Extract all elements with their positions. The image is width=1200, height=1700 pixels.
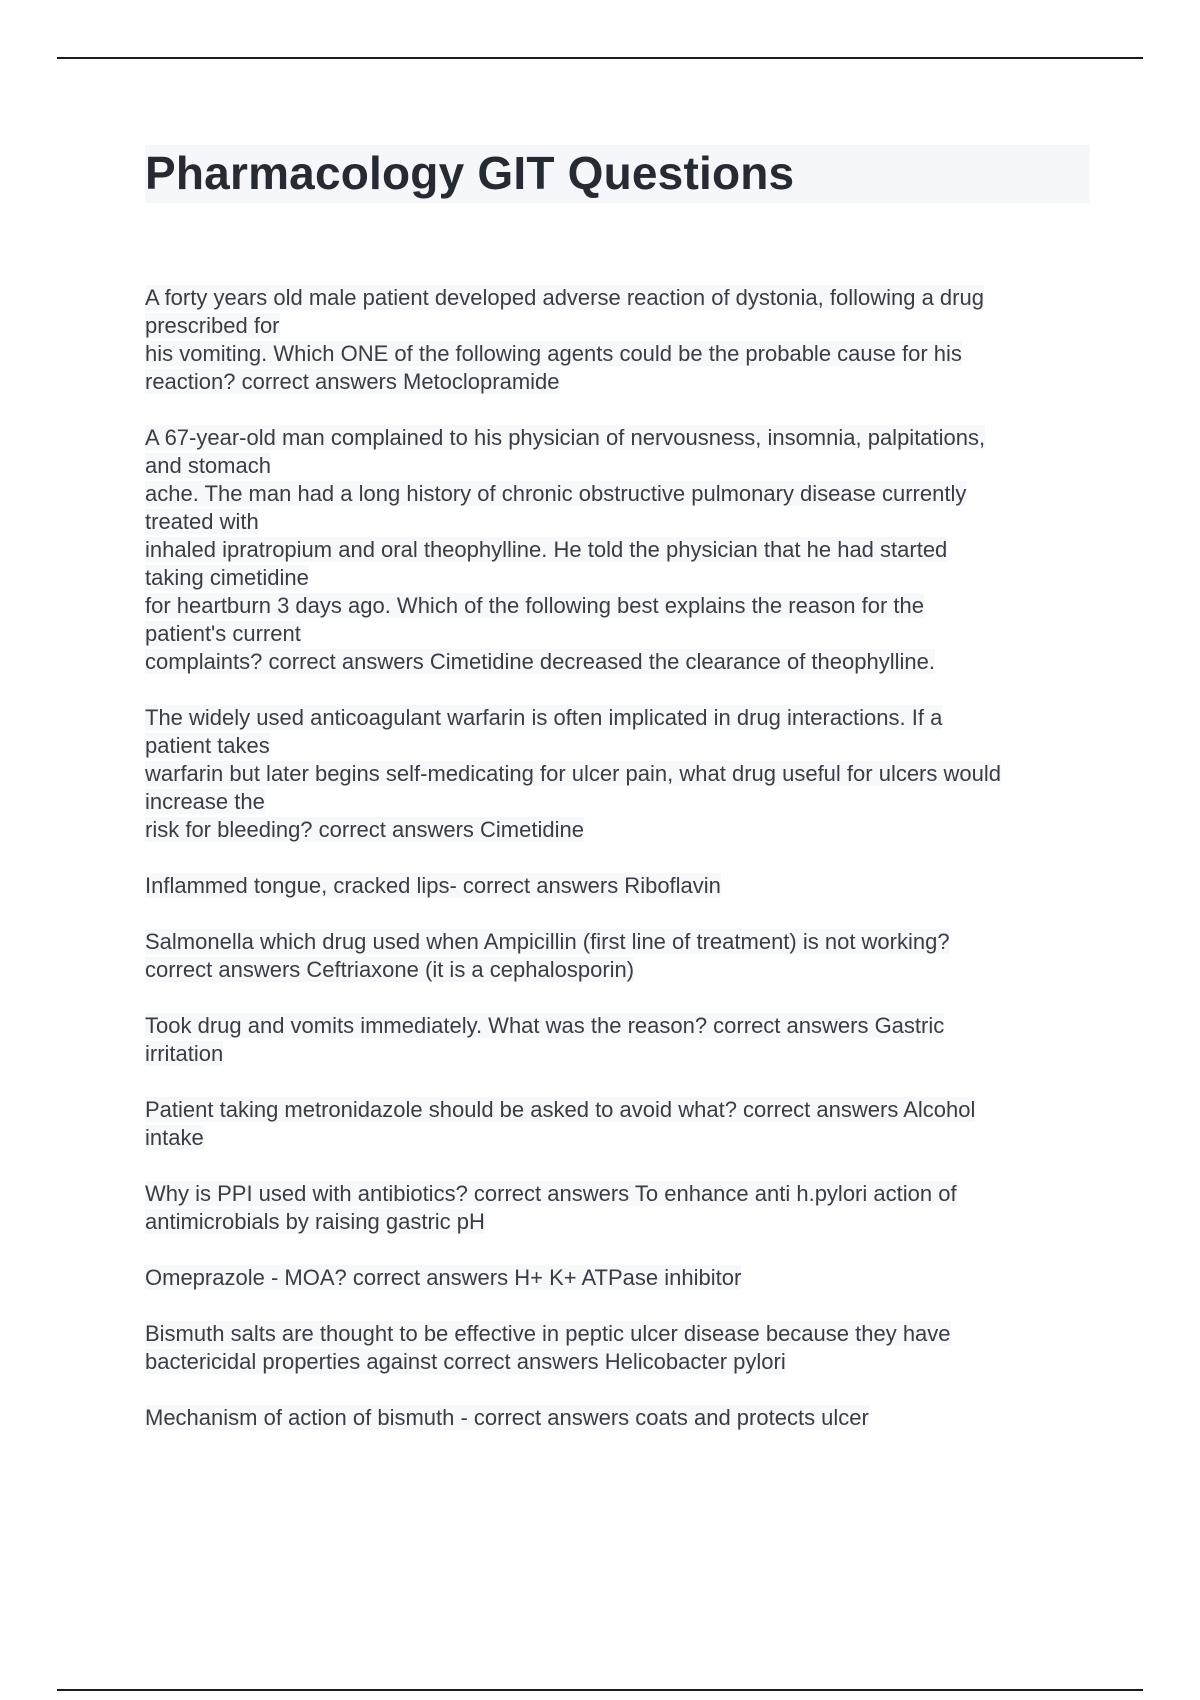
question-text: irritation [145,1041,224,1066]
question-text-line [145,508,1095,536]
question-text-line [145,564,1095,592]
question-text-line [145,648,1095,676]
question-text: The widely used anticoagulant warfarin is often implicated in drug interactions. If a [145,705,943,730]
question-text-line [145,620,1095,648]
question-text: Omeprazole - MOA? correct answers H+ K+ ATPase inhibitor [145,1265,742,1290]
question-item [145,1320,1095,1376]
question-text-line [145,788,1095,816]
question-text: Bismuth salts are thought to be effective in peptic ulcer disease because they have [145,1321,951,1346]
question-list [145,284,1095,1460]
question-text-line [145,480,1095,508]
question-text-line [145,1180,1095,1208]
question-text-line [145,312,1095,340]
question-text: complaints? correct answers Cimetidine decreased the clearance of theophylline. [145,649,935,674]
question-text-line [145,1040,1095,1068]
question-text: his vomiting. Which ONE of the following agents could be the probable cause for his [145,341,962,366]
question-text: patient takes [145,733,270,758]
question-text: Took drug and vomits immediately. What was the reason? correct answers Gastric [145,1013,945,1038]
question-text-line [145,1320,1095,1348]
bottom-rule [57,1689,1143,1691]
question-text-line [145,1264,1095,1292]
question-text-line [145,340,1095,368]
question-text-line [145,284,1095,312]
question-text: A 67-year-old man complained to his physician of nervousness, insomnia, palpitations, [145,425,986,450]
question-text: ache. The man had a long history of chronic obstructive pulmonary disease currently [145,481,967,506]
question-item [145,1264,1095,1292]
question-text: Inflammed tongue, cracked lips- correct answers Riboflavin [145,873,721,898]
question-text-line [145,1208,1095,1236]
question-text-line [145,704,1095,732]
top-rule [57,57,1143,59]
question-text: and stomach [145,453,271,478]
question-text: reaction? correct answers Metoclopramide [145,369,560,394]
question-text: antimicrobials by raising gastric pH [145,1209,485,1234]
question-text: intake [145,1125,204,1150]
question-text: Patient taking metronidazole should be asked to avoid what? correct answers Alcohol [145,1097,976,1122]
question-text-line [145,1124,1095,1152]
question-text-line [145,368,1095,396]
question-text: risk for bleeding? correct answers Cimetidine [145,817,584,842]
question-item [145,1180,1095,1236]
question-text: warfarin but later begins self-medicating for ulcer pain, what drug useful for ulcers would [145,761,1001,786]
question-item [145,424,1095,676]
question-text-line [145,872,1095,900]
question-text: treated with [145,509,259,534]
question-item [145,1012,1095,1068]
question-text-line [145,424,1095,452]
question-text-line [145,1348,1095,1376]
question-text-line [145,592,1095,620]
page-title: Pharmacology GIT Questions [145,147,795,199]
question-text-line [145,1096,1095,1124]
question-text: Mechanism of action of bismuth - correct answers coats and protects ulcer [145,1405,869,1430]
question-text-line [145,816,1095,844]
question-text: for heartburn 3 days ago. Which of the following best explains the reason for the [145,593,925,618]
question-text: taking cimetidine [145,565,309,590]
question-text: increase the [145,789,265,814]
question-item [145,1404,1095,1432]
question-text: correct answers Ceftriaxone (it is a cephalosporin) [145,957,635,982]
question-text: Why is PPI used with antibiotics? correct answers To enhance anti h.pylori action of [145,1181,957,1206]
question-item [145,284,1095,396]
question-text: prescribed for [145,313,280,338]
question-item [145,704,1095,844]
question-text-line [145,732,1095,760]
question-text-line [145,536,1095,564]
question-text-line [145,760,1095,788]
question-text: A forty years old male patient developed adverse reaction of dystonia, following a drug [145,285,984,310]
question-item [145,928,1095,984]
question-text: patient's current [145,621,301,646]
question-text-line [145,928,1095,956]
question-text-line [145,452,1095,480]
question-text: Salmonella which drug used when Ampicillin (first line of treatment) is not working? [145,929,950,954]
question-item [145,872,1095,900]
question-text: inhaled ipratropium and oral theophylline. He told the physician that he had started [145,537,948,562]
question-text: bactericidal properties against correct answers Helicobacter pylori [145,1349,786,1374]
question-item [145,1096,1095,1152]
question-text-line [145,1012,1095,1040]
question-text-line [145,1404,1095,1432]
question-text-line [145,956,1095,984]
